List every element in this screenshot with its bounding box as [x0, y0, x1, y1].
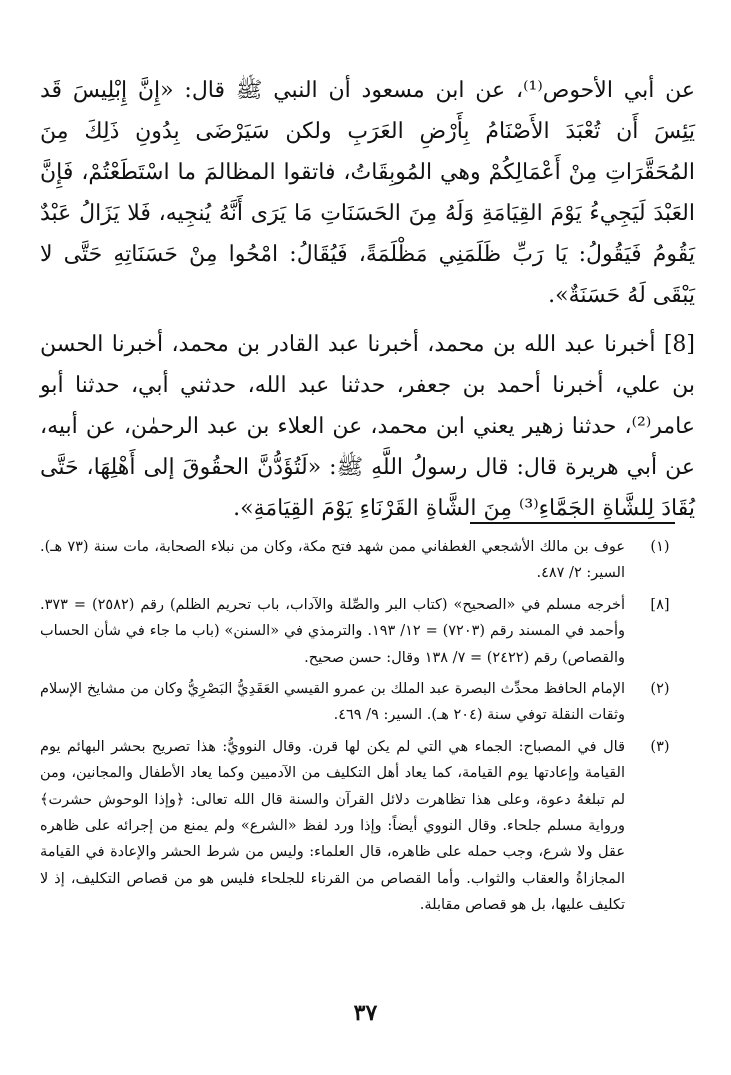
footnote-1: [40, 534, 695, 587]
paragraph-hadith-8: [8] أخبرنا عبد الله بن محمد، أخبرنا عبد القادر بن محمد، أخبرنا الحسن بن علي، أخبرنا أحمد بن جعفر، حدثنا عبد الله، حدثني أبي، حدثنا أبو عامر⁽²⁾، حدثنا زهير يعني ابن محمد، عن العلاء بن عبد الرحمٰن، عن أبيه، عن أبي هريرة قال: قال رسولُ اللَّهِ ﷺ: «لَتُؤَدُّنَّ الحقُوقَ إلى أَهْلِهَا، حَتَّى يُقَادَ لِلشَّاةِ الجَمَّاءِ⁽³⁾ مِنَ الشَّاةِ القَرْنَاءِ يَوْمَ القِيَامَةِ».: [40, 332, 695, 521]
footnote-number: (٢): [650, 681, 670, 698]
footnote-separator: [470, 522, 675, 524]
footnote-text: [40, 534, 625, 587]
paragraph-gap: [40, 316, 695, 324]
footnote-line: الإمام الحافظ محدِّث البصرة عبد الملك بن عمرو القيسي العَقَدِيُّ البَصْرِيُّ وكان من مشايخ الإسلام وثقات النقلة توفي سنة (٢٠٤ هـ). السير: ٩/ ٤٦٩.: [40, 681, 625, 724]
paragraph-hadith-iblis: عن أبي الأحوص⁽¹⁾، عن ابن مسعود أن النبي ﷺ قال: «إِنَّ إِبْلِيسَ قَد يَئِسَ أَن تُعْبَدَ الأَصْنَامُ بِأَرْضِ العَرَبِ ولكن سَيَرْضَى بِدُونِ ذَلِكَ مِنَ المُحَقَّرَاتِ مِنْ أَعْمَالِكُمْ وهي المُوبِقَاتُ، فاتقوا المظالمَ ما اسْتَطَعْتُمْ، فَإِنَّ العَبْدَ لَيَجِيءُ يَوْمَ القِيَامَةِ وَلَهُ مِنَ الحَسَنَاتِ مَا يَرَى أَنَّهُ يُنجِيه، فَلا يَزَالُ عَبْدٌ يَقُومُ فَيَقُولُ: يَا رَبِّ ظَلَمَنِي مَظْلَمَةً، فَيُقَالُ: امْحُوا مِنْ حَسَنَاتِهِ حَتَّى لا يَبْقَى لَهُ حَسَنَةٌ».: [40, 78, 695, 308]
footnote-text: [40, 592, 625, 671]
footnotes: [40, 534, 695, 924]
footnote-2: [40, 676, 695, 729]
footnote-8: [40, 592, 695, 671]
footnote-number: (٣): [650, 738, 670, 755]
main-text: [40, 70, 695, 529]
footnote-text: [40, 734, 625, 919]
page-number: ٣٧: [353, 1000, 378, 1026]
footnote-3: [40, 734, 695, 919]
footnote-line: أخرجه مسلم في «الصحيح» (كتاب البر والصِّلة والآداب، باب تحريم الظلم) رقم (٢٥٨٢) = ٣٧٣. وأحمد في المسند رقم (٧٢٠٣) = ١٢/ ١٩٣. والترمذي في «السنن» (باب ما جاء في شأن الحساب والقصاص) رقم (٢٤٢٢) = ٧/ ١٣٨ وقال: حسن صحيح.: [40, 596, 626, 666]
footnote-line: قال في المصباح: الجماء هي التي لم يكن لها قرن. وقال النوويُّ: هذا تصريح بحشر البهائم يوم القيامة وإعادتها يوم القيامة، كما يعاد أهل التكليف من الآدميين وكما يعاد الأطفال والمجانين، ومن لم تبلغهُ دعوة، وعلى هذا تظاهرت دلائل القرآن والسنة قال الله تعالى: ﴿وإذا الوحوش حشرت﴾ ورواية مسلم جلحاء. وقال النووي أيضاً: وإذا ورد لفظ «الشرع» ولم يمنع من إجرائه على ظاهره عقل ولا شرع، وجب حمله على ظاهره، قال العلماء: وليس من شرط الحشر والإعادة في القيامة المجازاةُ والعقاب والثواب. وأما القصاص من القرناء للجلحاء فليس هو من قصاص التكليف، إذ لا تكليف عليها، بل هو قصاص مقابلة.: [40, 738, 625, 914]
footnote-number: (١): [650, 539, 670, 555]
footnote-text: [40, 676, 625, 729]
footnote-line: عوف بن مالك الأشجعي الغطفاني ممن شهد فتح مكة، وكان من نبلاء الصحابة، مات سنة (٧٣ هـ). السير: ٢/ ٤٨٧.: [40, 539, 625, 582]
footnote-number: [٨]: [650, 596, 670, 613]
